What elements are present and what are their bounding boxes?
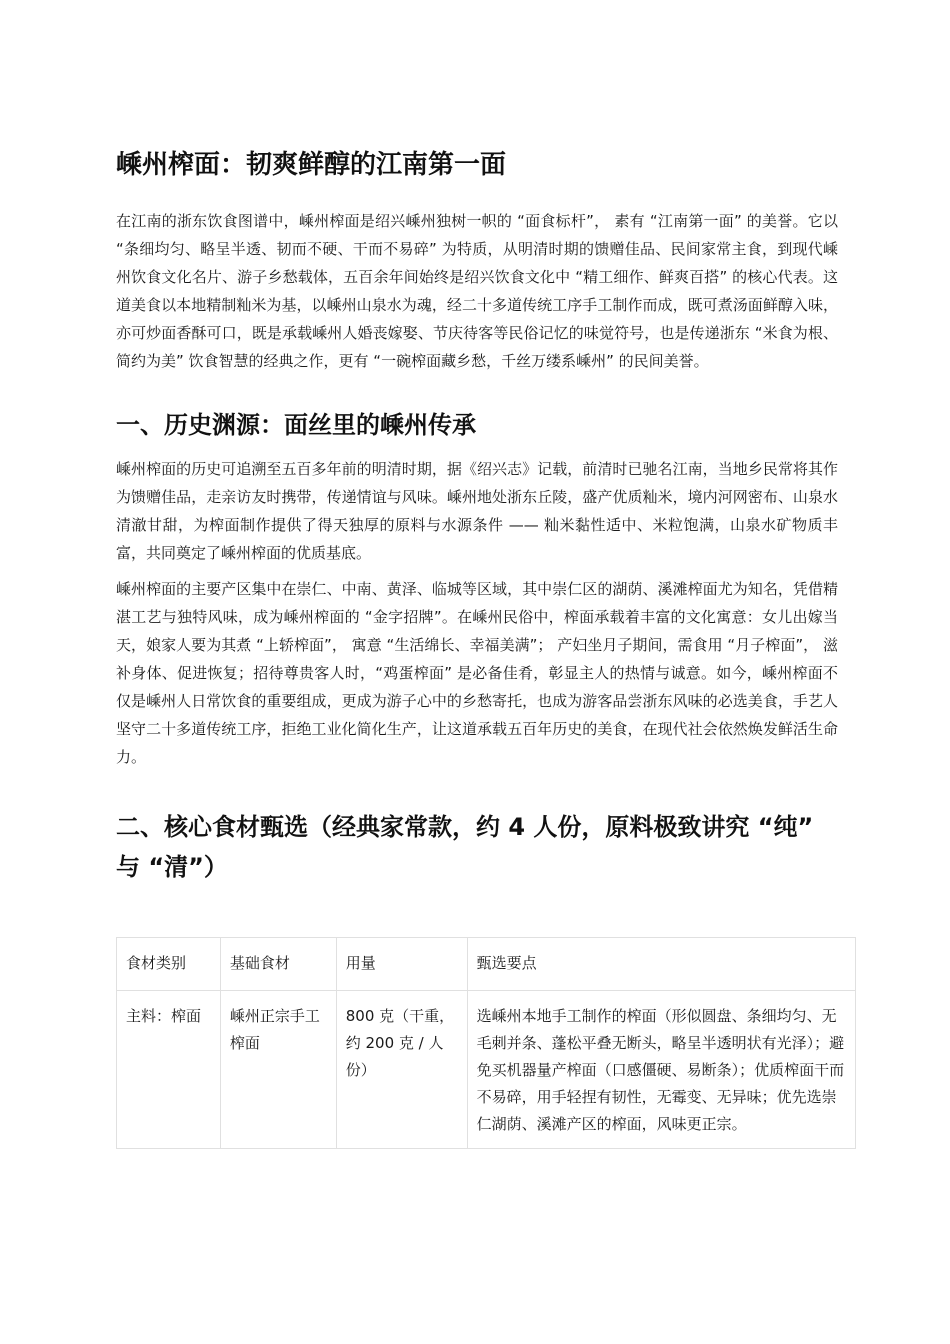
cell-category: 主料：榨面 bbox=[117, 991, 221, 1149]
document-page bbox=[116, 145, 845, 1149]
header-ingredient: 基础食材 bbox=[220, 938, 336, 991]
intro-paragraph: 在江南的浙东饮食图谱中，嵊州榨面是绍兴嵊州独树一帜的 “面食标杆”， 素有 “江南第一面” 的美誉。它以 “条细均匀、略呈半透、韧而不硬、干而不易碎” 为特质，从明清时期的馈赠佳品、民间家常主食，到现代嵊州饮食文化名片、游子乡愁载体，五百余年间始终是绍兴饮食文化中 “精工细作、鲜爽百搭” 的核心代表。这道美食以本地精制籼米为基，以嵊州山泉水为魂，经二十多道传统工序手工制作而成，既可煮汤面鲜醇入味，亦可炒面香酥可口，既是承载嵊州人婚丧嫁娶、节庆待客等民俗记忆的味觉符号，也是传递浙东 “米食为根、简约为美” 饮食智慧的经典之作，更有 “一碗榨面藏乡愁，千丝万缕系嵊州” 的民间美誉。 bbox=[116, 212, 838, 370]
history-paragraph-1: 嵊州榨面的历史可追溯至五百多年前的明清时期，据《绍兴志》记载，前清时已驰名江南，当地乡民常将其作为馈赠佳品，走亲访友时携带，传递情谊与风味。嵊州地处浙东丘陵，盛产优质籼米，境内河网密布、山泉水清澈甘甜，为榨面制作提供了得天独厚的原料与水源条件 —— 籼米黏性适中、米粒饱满，山泉水矿物质丰富，共同奠定了嵊州榨面的优质基底。 bbox=[116, 460, 838, 562]
page-title: 嵊州榨面：韧爽鲜醇的江南第一面 bbox=[116, 150, 507, 180]
ingredients-table bbox=[116, 937, 856, 1149]
table-header-row bbox=[117, 938, 856, 991]
section-history-heading: 一、历史渊源：面丝里的嵊州传承 bbox=[116, 411, 476, 439]
table-row bbox=[117, 991, 856, 1149]
header-category: 食材类别 bbox=[117, 938, 221, 991]
header-selection-tips: 甄选要点 bbox=[467, 938, 855, 991]
header-amount: 用量 bbox=[336, 938, 467, 991]
cell-ingredient: 嵊州正宗手工榨面 bbox=[220, 991, 336, 1149]
section-ingredients-heading: 二、核心食材甄选（经典家常款，约 4 人份，原料极致讲究 “纯” 与 “清”） bbox=[116, 813, 814, 881]
history-paragraph-2: 嵊州榨面的主要产区集中在崇仁、中南、黄泽、临城等区域，其中崇仁区的湖荫、溪滩榨面尤为知名，凭借精湛工艺与独特风味，成为嵊州榨面的 “金字招牌”。在嵊州民俗中，榨面承载着丰富的文化寓意：女儿出嫁当天，娘家人要为其煮 “上轿榨面”， 寓意 “生活绵长、幸福美满”； 产妇坐月子期间，需食用 “月子榨面”， 滋补身体、促进恢复；招待尊贵客人时，“鸡蛋榨面” 是必备佳肴，彰显主人的热情与诚意。如今，嵊州榨面不仅是嵊州人日常饮食的重要组成，更成为游子心中的乡愁寄托，也成为游客品尝浙东风味的必选美食，手艺人坚守二十多道传统工序，拒绝工业化简化生产，让这道承载五百年历史的美食，在现代社会依然焕发鲜活生命力。 bbox=[116, 580, 838, 766]
cell-selection-tips: 选嵊州本地手工制作的榨面（形似圆盘、条细均匀、无毛刺并条、蓬松平叠无断头，略呈半透明状有光泽）；避免买机器量产榨面（口感僵硬、易断条）；优质榨面干而不易碎，用手轻捏有韧性，无霉变、无异味；优先选崇仁湖荫、溪滩产区的榨面，风味更正宗。 bbox=[467, 991, 855, 1149]
cell-amount: 800 克（干重，约 200 克 / 人份） bbox=[336, 991, 467, 1149]
